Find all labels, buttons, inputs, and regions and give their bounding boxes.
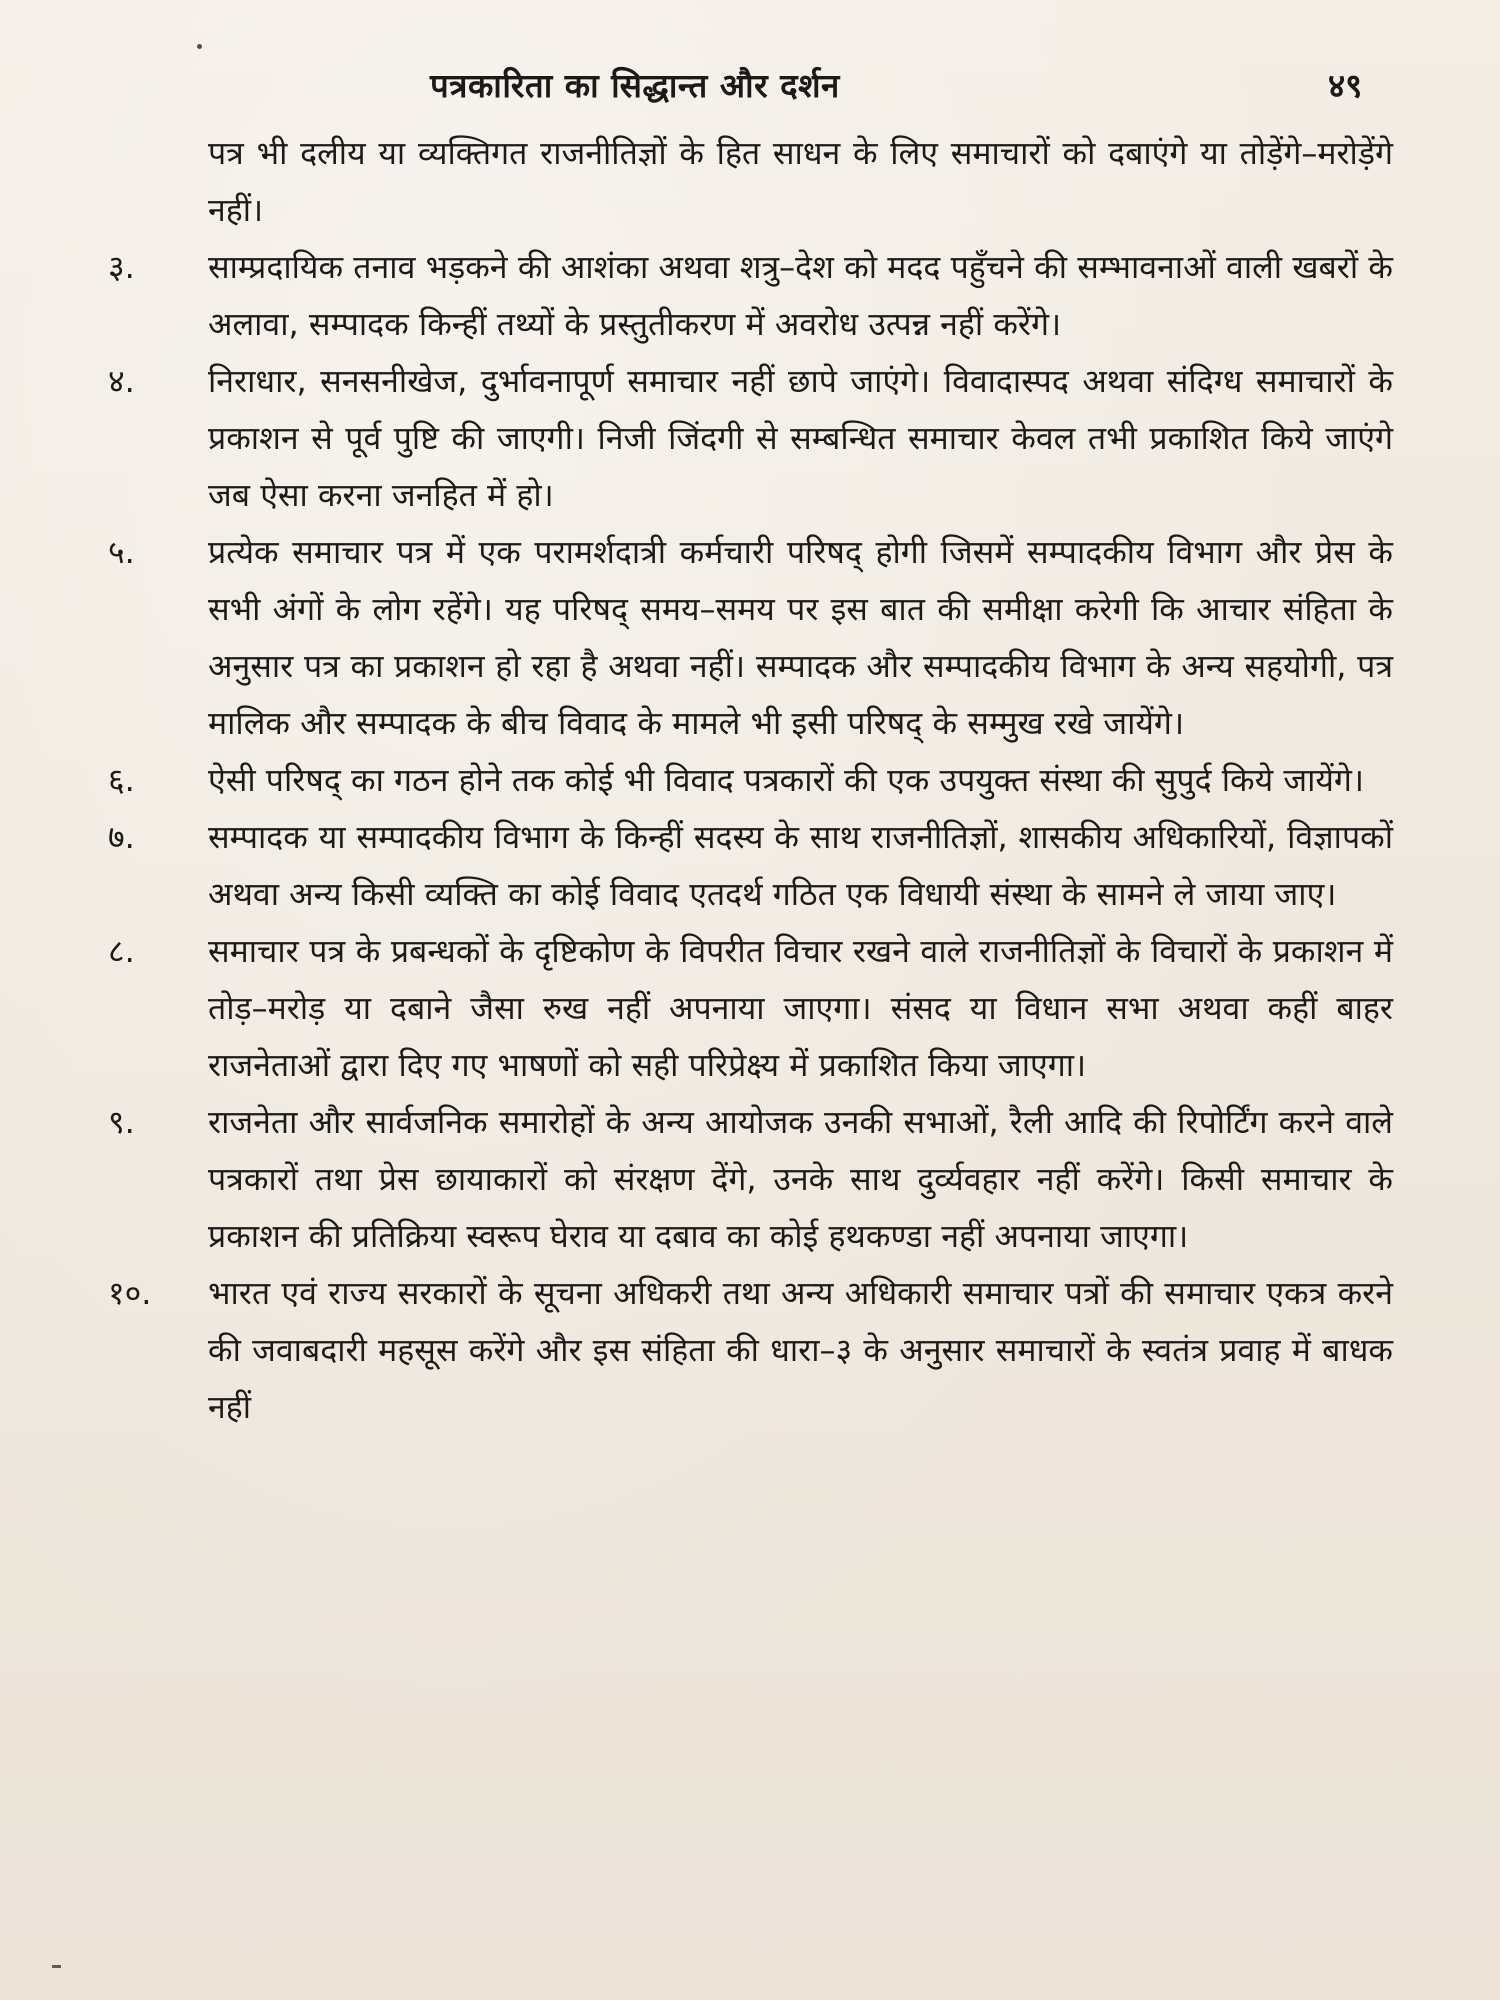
clause-text: निराधार, सनसनीखेज, दुर्भावनापूर्ण समाचार नहीं छापे जाएंगे। विवादास्पद अथवा संदिग्ध समाचारों के प्रकाशन से पूर्व पुष्टि की जाएगी। निजी जिंदगी से सम्बन्धित समाचार केवल तभी प्रकाशित किये जाएंगे जब ऐसा करना जनहित में हो। xyxy=(208,362,1393,514)
running-title: पत्रकारिता का सिद्धान्त और दर्शन xyxy=(430,66,840,105)
clause-text: सम्पादक या सम्पादकीय विभाग के किन्हीं सदस्य के साथ राजनीतिज्ञों, शासकीय अधिकारियों, विज्ञापकों अथवा अन्य किसी व्यक्ति का कोई विवाद एतदर्थ गठित एक विधायी संस्था के सामने ले जाया जाए। xyxy=(208,818,1393,913)
clause-text: भारत एवं राज्य सरकारों के सूचना अधिकरी तथा अन्य अधिकारी समाचार पत्रों की समाचार एकत्र करने की जवाबदारी महसूस करेंगे और इस संहिता की धारा–३ के अनुसार समाचारों के स्वतंत्र प्रवाह में बाधक नहीं xyxy=(208,1274,1393,1426)
clause-number: १०. xyxy=(108,1274,152,1312)
page-body xyxy=(0,125,1500,1436)
page-number: ४९ xyxy=(1328,66,1363,105)
clause-text: राजनेता और सार्वजनिक समारोहों के अन्य आयोजक उनकी सभाओं, रैली आदि की रिपोर्टिंग करने वाले पत्रकारों तथा प्रेस छायाकारों को संरक्षण देंगे, उनके साथ दुर्व्यवहार नहीं करेंगे। किसी समाचार के प्रकाशन की प्रतिक्रिया स्वरूप घेराव या दबाव का कोई हथकण्डा नहीं अपनाया जाएगा। xyxy=(208,1103,1393,1255)
clause-8 xyxy=(0,923,1500,1094)
clause-text: समाचार पत्र के प्रबन्धकों के दृष्टिकोण के विपरीत विचार रखने वाले राजनीतिज्ञों के विचारों के प्रकाशन में तोड़–मरोड़ या दबाने जैसा रुख नहीं अपनाया जाएगा। संसद या विधान सभा अथवा कहीं बाहर राजनेताओं द्वारा दिए गए भाषणों को सही परिप्रेक्ष्य में प्रकाशित किया जाएगा। xyxy=(208,932,1393,1084)
clause-4 xyxy=(0,353,1500,524)
clause-number: ६. xyxy=(108,761,135,799)
ink-speck xyxy=(197,44,202,49)
clause-9 xyxy=(0,1094,1500,1265)
clause-3 xyxy=(0,239,1500,353)
clause-number: ९. xyxy=(108,1103,135,1141)
clause-text: साम्प्रदायिक तनाव भड़कने की आशंका अथवा शत्रु–देश को मदद पहुँचने की सम्भावनाओं वाली खबरों के अलावा, सम्पादक किन्हीं तथ्यों के प्रस्तुतीकरण में अवरोध उत्पन्न नहीं करेंगे। xyxy=(208,248,1393,343)
page-header xyxy=(0,62,1500,112)
margin-mark xyxy=(52,1965,61,1968)
clause-number: ३. xyxy=(108,248,135,286)
clause-number: ५. xyxy=(108,533,135,571)
clause-text: ऐसी परिषद् का गठन होने तक कोई भी विवाद पत्रकारों की एक उपयुक्त संस्था की सुपुर्द किये जायेंगे। xyxy=(208,761,1365,799)
clause-10 xyxy=(0,1265,1500,1436)
continued-paragraph: पत्र भी दलीय या व्यक्तिगत राजनीतिज्ञों के हित साधन के लिए समाचारों को दबाएंगे या तोड़ेंगे–मरोड़ेंगे नहीं। xyxy=(208,134,1393,229)
clause-6 xyxy=(0,752,1500,809)
clause-5 xyxy=(0,524,1500,752)
clause-number: ८. xyxy=(108,932,135,970)
clause-number: ४. xyxy=(108,362,135,400)
clause-number: ७. xyxy=(108,818,135,856)
clause-text: प्रत्येक समाचार पत्र में एक परामर्शदात्री कर्मचारी परिषद् होगी जिसमें सम्पादकीय विभाग और प्रेस के सभी अंगों के लोग रहेंगे। यह परिषद् समय–समय पर इस बात की समीक्षा करेगी कि आचार संहिता के अनुसार पत्र का प्रकाशन हो रहा है अथवा नहीं। सम्पादक और सम्पादकीय विभाग के अन्य सहयोगी, पत्र मालिक और सम्पादक के बीच विवाद के मामले भी इसी परिषद् के सम्मुख रखे जायेंगे। xyxy=(208,533,1393,742)
clause-7 xyxy=(0,809,1500,923)
